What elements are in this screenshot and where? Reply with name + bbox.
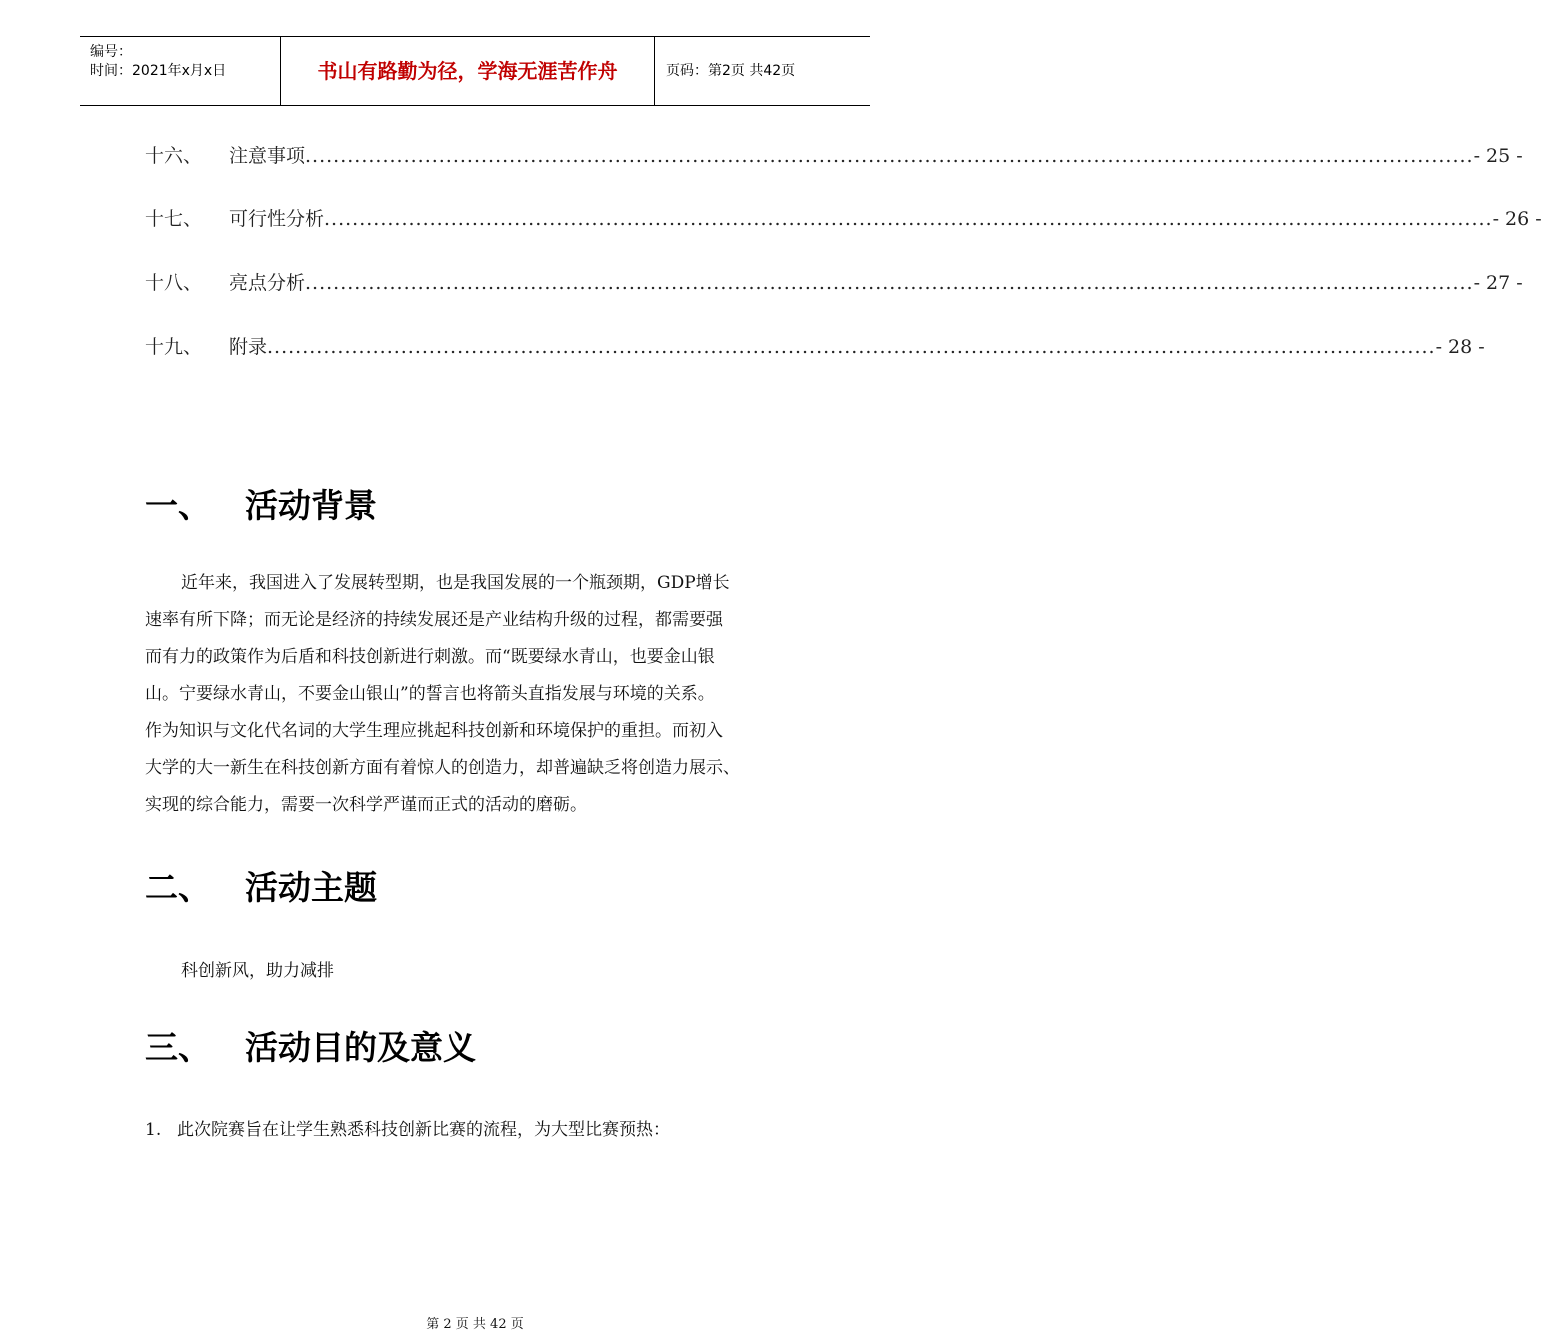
section-number: 二、 <box>145 868 211 907</box>
section-number: 三、 <box>145 1028 211 1067</box>
serial-label: 编号： <box>90 44 132 60</box>
toc-page-number: - 25 - <box>1473 145 1523 167</box>
header-page-info: 页码：第2页 共42页 <box>666 63 796 79</box>
paragraph-line: 速率有所下降；而无论是经济的持续发展还是产业结构升级的过程，都需要强 <box>145 610 723 630</box>
toc-entry[interactable] <box>145 332 1485 362</box>
background-paragraph <box>145 565 805 824</box>
paragraph-line: 而有力的政策作为后盾和科技创新进行刺激。而“既要绿水青山，也要金山银 <box>145 647 715 667</box>
list-item-text: 此次院赛旨在让学生熟悉科技创新比赛的流程，为大型比赛预热： <box>177 1120 670 1140</box>
toc-leader-dots: ...................................................................................................................................................................... <box>324 208 1493 230</box>
list-item <box>145 1115 670 1140</box>
section-heading <box>145 1022 476 1069</box>
toc-title: 注意事项 <box>229 145 306 167</box>
toc-entry[interactable] <box>145 204 1542 234</box>
page-footer: 第 2 页 共 42 页 <box>426 1317 524 1332</box>
toc-number: 十七、 <box>145 208 203 230</box>
section-title: 活动主题 <box>245 868 377 907</box>
toc-page-number: - 28 - <box>1435 336 1485 358</box>
section-title: 活动背景 <box>245 486 377 525</box>
paragraph-line: 实现的综合能力，需要一次科学严谨而正式的活动的磨砺。 <box>145 795 587 815</box>
date-label: 时间：2021年x月x日 <box>90 63 227 79</box>
list-item-number: 1. <box>145 1120 162 1140</box>
header-divider-right <box>654 37 655 105</box>
paragraph-line: 作为知识与文化代名词的大学生理应挑起科技创新和环境保护的重担。而初入 <box>145 721 723 741</box>
toc-leader-dots: ...................................................................................................................................................................... <box>305 272 1474 294</box>
section-heading <box>145 480 377 527</box>
toc-number: 十八、 <box>145 272 203 294</box>
page-header <box>80 36 870 106</box>
header-meta <box>80 37 280 105</box>
paragraph-line: 山。宁要绿水青山，不要金山银山”的誓言也将箭头直指发展与环境的关系。 <box>145 684 715 704</box>
toc-page-number: - 27 - <box>1473 272 1523 294</box>
toc-number: 十六、 <box>145 145 203 167</box>
toc-leader-dots: ...................................................................................................................................................................... <box>267 336 1436 358</box>
theme-text: 科创新风，助力减排 <box>181 961 334 981</box>
toc-title: 可行性分析 <box>229 208 325 230</box>
section-heading <box>145 862 377 909</box>
section-title: 活动目的及意义 <box>245 1028 476 1067</box>
toc-number: 十九、 <box>145 336 203 358</box>
toc-page-number: - 26 - <box>1492 208 1542 230</box>
paragraph-line: 近年来，我国进入了发展转型期，也是我国发展的一个瓶颈期，GDP增长 <box>181 573 730 593</box>
header-motto: 书山有路勤为径，学海无涯苦作舟 <box>317 59 618 83</box>
toc-leader-dots: ...................................................................................................................................................................... <box>305 145 1474 167</box>
toc-title: 亮点分析 <box>229 272 306 294</box>
paragraph-line: 大学的大一新生在科技创新方面有着惊人的创造力，却普遍缺乏将创造力展示、 <box>145 758 740 778</box>
section-number: 一、 <box>145 486 211 525</box>
toc-entry[interactable] <box>145 268 1523 298</box>
toc-title: 附录 <box>229 336 268 358</box>
toc-entry[interactable] <box>145 141 1523 171</box>
